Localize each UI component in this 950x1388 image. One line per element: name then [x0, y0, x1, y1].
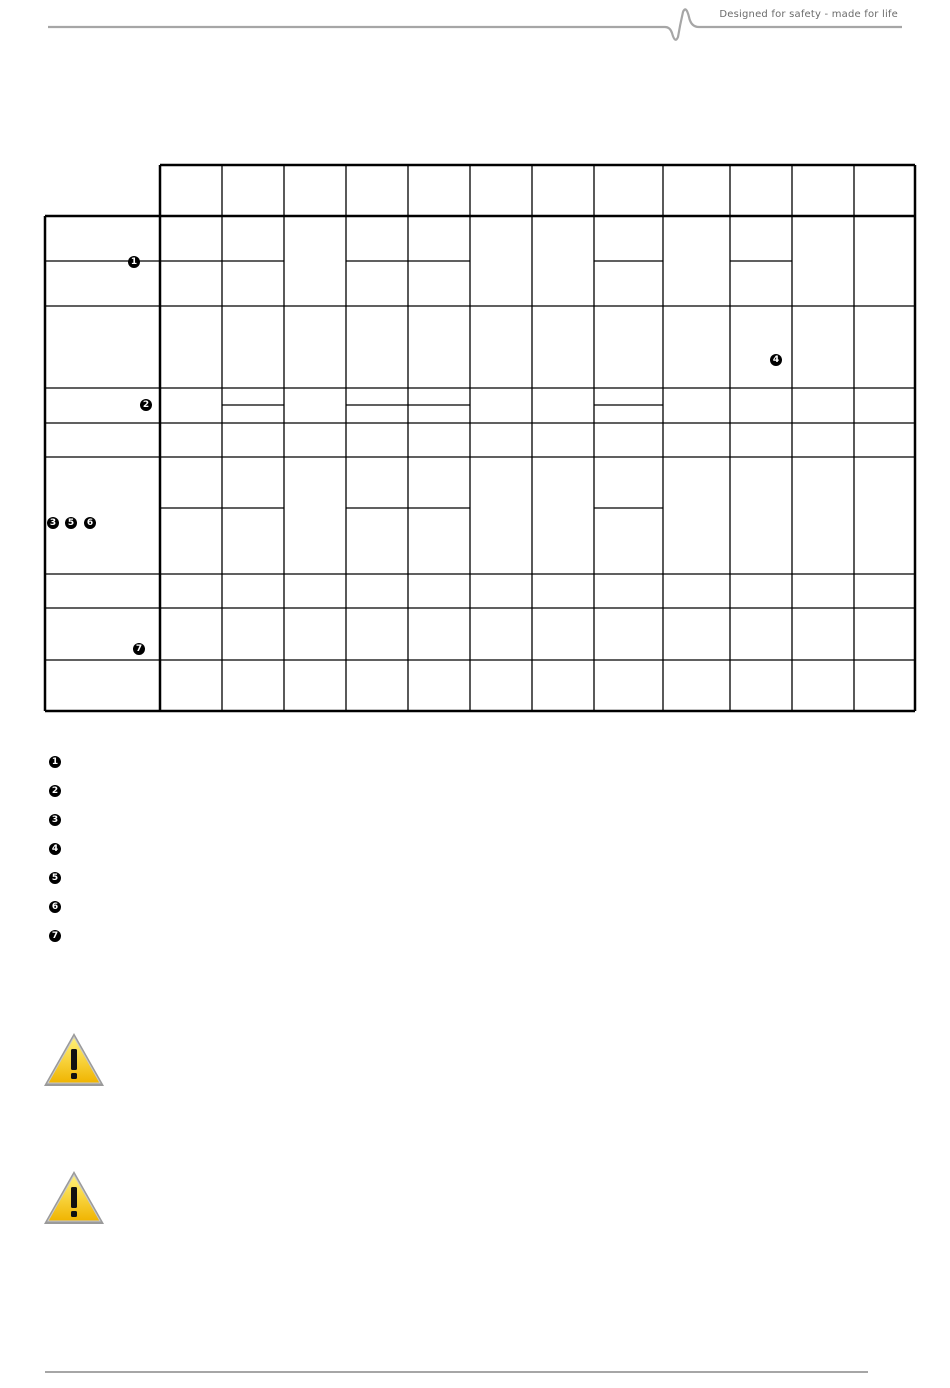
footnote-marker-7: 7: [49, 930, 61, 942]
footnote-ref-1: 1: [128, 256, 140, 268]
footnote-item: [49, 930, 61, 959]
footnote-marker-5: 5: [49, 872, 61, 884]
footnote-ref-3: 3: [47, 517, 59, 529]
footnote-item: [49, 785, 61, 814]
footnote-item: [49, 814, 61, 843]
footnote-item: [49, 901, 61, 930]
footnote-ref-6: 6: [84, 517, 96, 529]
warning-triangle-icon: [41, 1030, 107, 1090]
footnote-ref-7: 7: [133, 643, 145, 655]
footnote-marker-1: 1: [49, 756, 61, 768]
footnote-marker-2: 2: [49, 785, 61, 797]
footnote-ref-2: 2: [140, 399, 152, 411]
footnote-marker-6: 6: [49, 901, 61, 913]
footer-divider: [45, 1371, 868, 1373]
header-tagline: Designed for safety - made for life: [719, 9, 898, 20]
footnote-ref-4: 4: [770, 354, 782, 366]
footnote-list: [49, 756, 61, 959]
footnote-ref-5: 5: [65, 517, 77, 529]
footnote-item: [49, 756, 61, 785]
footnote-item: [49, 843, 61, 872]
footnote-marker-3: 3: [49, 814, 61, 826]
footnote-marker-4: 4: [49, 843, 61, 855]
warning-triangle-icon: [41, 1168, 107, 1228]
footnote-item: [49, 872, 61, 901]
